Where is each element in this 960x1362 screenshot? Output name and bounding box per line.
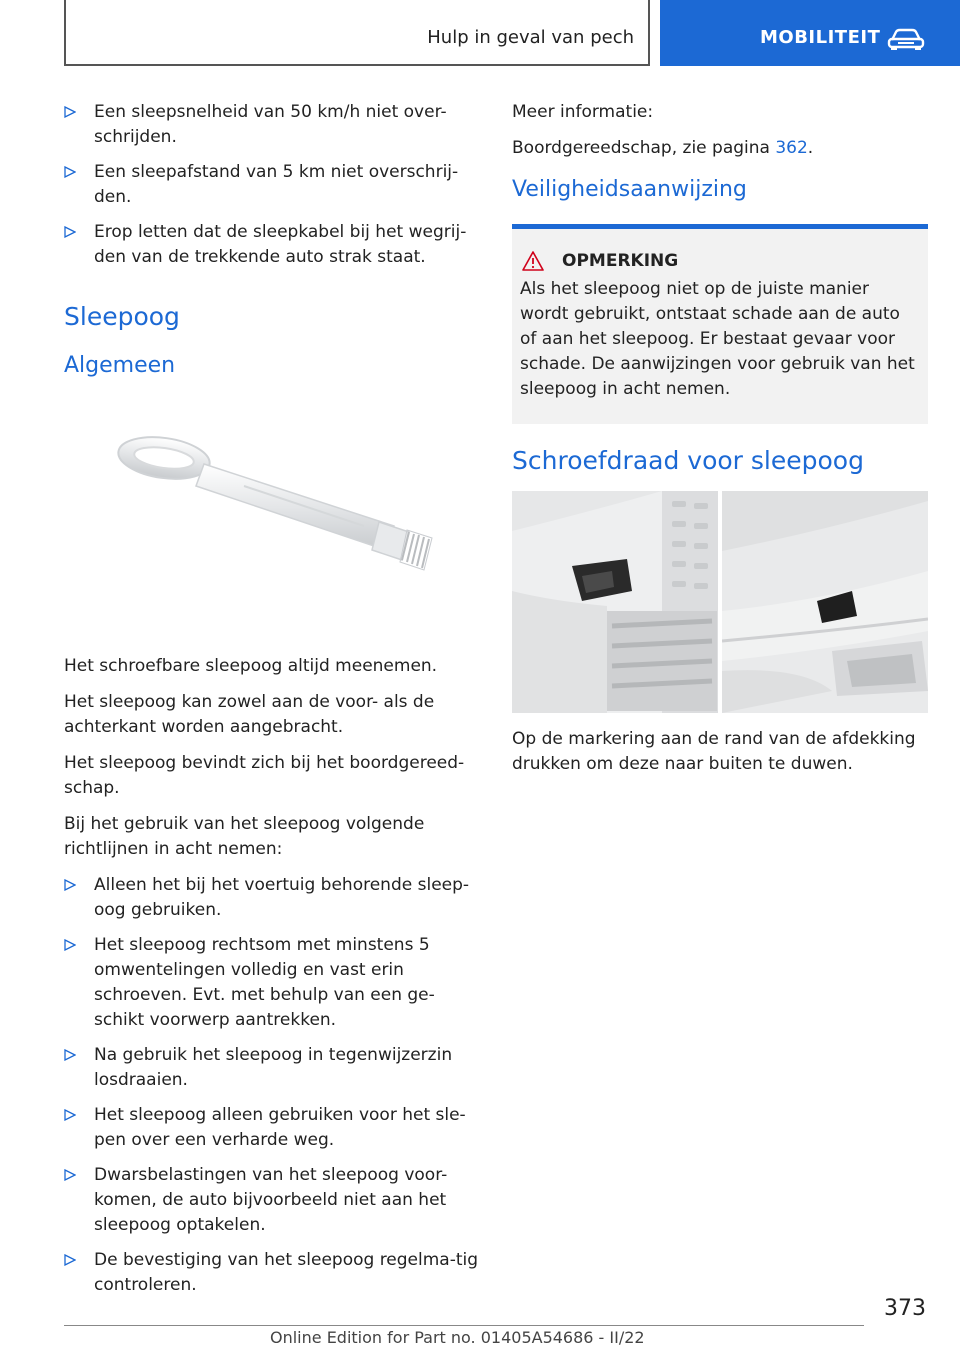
notice-box — [512, 224, 928, 424]
bullet-triangle-icon — [64, 939, 76, 951]
chapter-title: Hulp in geval van pech — [427, 27, 634, 48]
header-section-tab[interactable] — [660, 0, 960, 66]
bullet-triangle-icon — [64, 106, 76, 118]
photo-caption: Op de markering aan de rand van de afdekking drukken om deze naar buiten te duwen. — [512, 729, 916, 774]
list-item — [64, 1163, 480, 1238]
edition-footer: Online Edition for Part no. 01405A54686 - II/22 — [270, 1328, 645, 1347]
paragraph: Het sleepoog kan zowel aan de voor- als de achterkant worden aangebracht. — [64, 692, 435, 737]
page-number: 373 — [884, 1296, 926, 1321]
list-item — [64, 1043, 480, 1093]
reference-text: Boordgereedschap, zie pagina — [512, 138, 776, 158]
list-item — [64, 1103, 480, 1153]
bullet-triangle-icon — [64, 226, 76, 238]
notice-text: Als het sleepoog niet op de juiste manier wordt gebruikt, ontstaat schade aan de auto of aan het sleepoog. Er bestaat gevaar voor schade. De aanwijzingen voor gebruik van het sleepoog in acht nemen. — [520, 279, 915, 399]
reference-suffix: . — [807, 138, 814, 158]
list-item — [64, 220, 480, 270]
subheading-algemeen: Algemeen — [64, 353, 176, 378]
left-column — [64, 100, 480, 1308]
list-item-text: Na gebruik het sleepoog in tegenwijzerzin losdraaien. — [94, 1045, 453, 1090]
list-item-text: Een sleepsnelheid van 50 km/h niet over-schrijden. — [94, 102, 447, 147]
notice-label: OPMERKING — [562, 251, 679, 271]
heading-thread: Schroefdraad voor sleepoog — [512, 446, 864, 475]
bullet-triangle-icon — [64, 1109, 76, 1121]
reference-line — [512, 136, 928, 161]
heading-safety: Veiligheidsaanwijzing — [512, 177, 747, 202]
right-column — [512, 100, 928, 788]
list-item-text: Een sleepafstand van 5 km niet overschrij-den. — [94, 162, 459, 207]
more-info-label: Meer informatie: — [512, 102, 654, 122]
bullet-triangle-icon — [64, 879, 76, 891]
footer-divider — [64, 1325, 864, 1326]
bullet-triangle-icon — [64, 166, 76, 178]
heading-sleepoog: Sleepoog — [64, 302, 180, 331]
list-item — [64, 160, 480, 210]
bullet-triangle-icon — [64, 1254, 76, 1266]
list-item — [64, 1248, 480, 1298]
page-reference-link[interactable]: 362 — [775, 138, 808, 158]
bumper-photos — [512, 491, 928, 713]
list-item-text: Erop letten dat de sleepkabel bij het wegrij-den van de trekkende auto strak staat. — [94, 222, 467, 267]
bullet-triangle-icon — [64, 1049, 76, 1061]
car-icon — [886, 27, 926, 51]
tow-eye-illustration — [64, 414, 480, 624]
list-item — [64, 873, 480, 923]
bullet-triangle-icon — [64, 1169, 76, 1181]
rear-bumper-photo — [722, 491, 928, 713]
list-item-text: Dwarsbelastingen van het sleepoog voor-komen, de auto bijvoorbeeld niet aan het sleepoog optakelen. — [94, 1165, 448, 1235]
front-bumper-photo — [512, 491, 718, 713]
paragraph: Bij het gebruik van het sleepoog volgende richtlijnen in acht nemen: — [64, 814, 425, 859]
paragraph: Het schroefbare sleepoog altijd meenemen. — [64, 656, 438, 676]
list-item-text: Alleen het bij het voertuig behorende sleep-oog gebruiken. — [94, 875, 470, 920]
list-item-text: Het sleepoog alleen gebruiken voor het sle-pen over een verharde weg. — [94, 1105, 466, 1150]
notice-header — [520, 251, 920, 271]
list-item-text: Het sleepoog rechtsom met minstens 5 omwentelingen volledig en vast erin schroeven. Evt. met behulp van een ge-schikt voorwerp aantrekken. — [94, 935, 435, 1030]
section-label: MOBILITEIT — [760, 27, 881, 48]
list-item — [64, 100, 480, 150]
paragraph: Het sleepoog bevindt zich bij het boordgereed-schap. — [64, 753, 465, 798]
list-item — [64, 933, 480, 1033]
header-chapter-box — [64, 0, 650, 66]
warning-triangle-icon — [522, 251, 544, 271]
list-item-text: De bevestiging van het sleepoog regelma-tig controleren. — [94, 1250, 479, 1295]
